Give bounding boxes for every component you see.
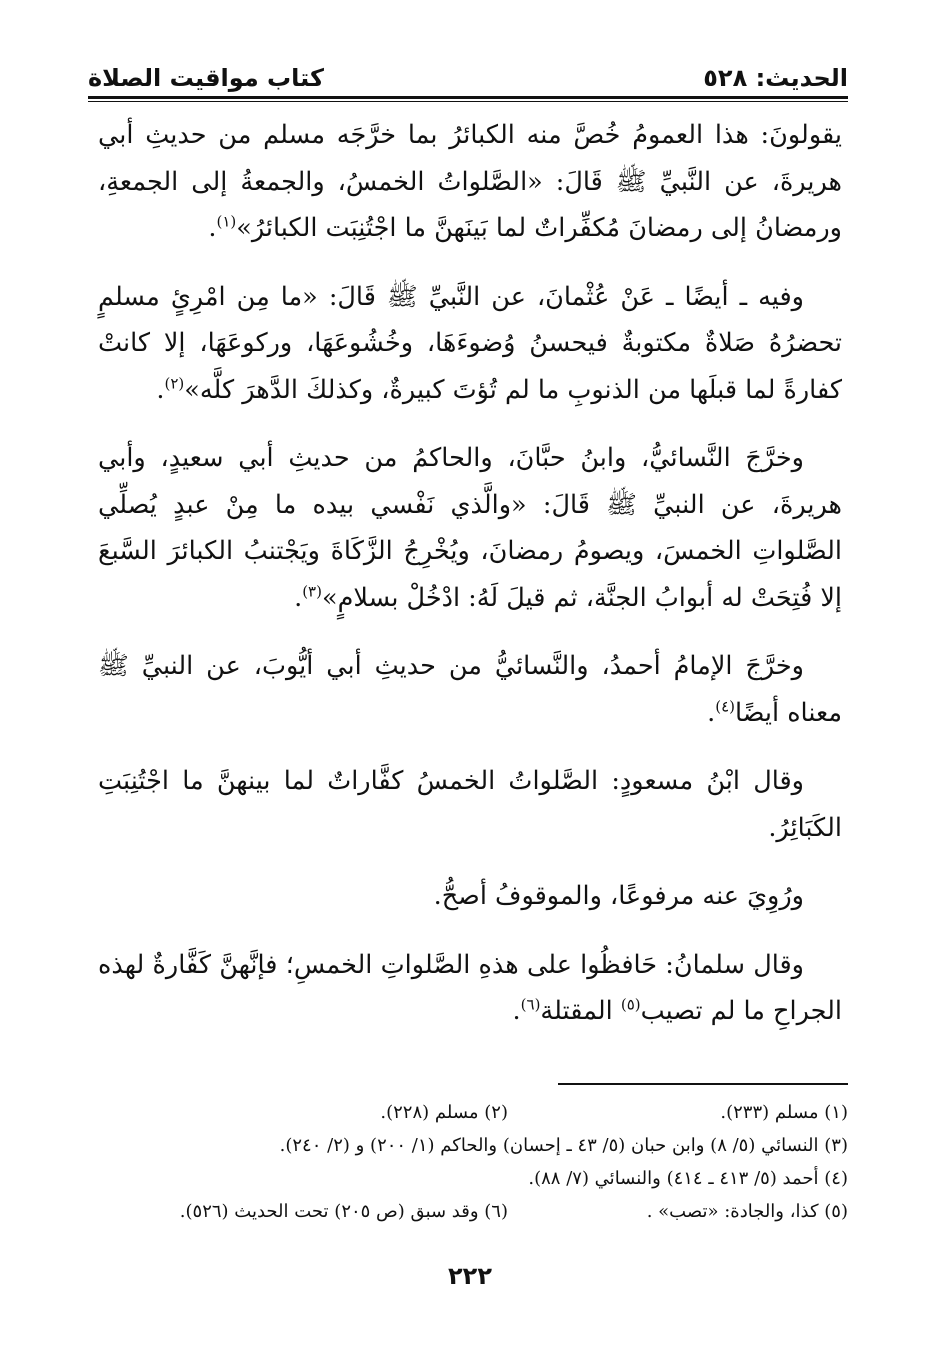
hadith-number: الحديث: ٥٢٨	[703, 64, 848, 92]
footnote-ref[interactable]: (٣)	[302, 582, 322, 600]
paragraph-3: وخرَّجَ النَّسائيُّ، وابنُ حبَّانَ، والحاكمُ من حديثِ أبي سعيدٍ، وأبي هريرةَ، عن النبيِّ ﷺ قَالَ: «والَّذي نَفْسي بيده ما مِنْ عبدٍ يُصلِّي الصَّلواتِ الخمسَ، ويصومُ رمضانَ، ويُخْرِجُ الزَّكَاةَ ويَجْتنبُ الكبائرَ السَّبعَ إلا فُتِحَتْ له أبوابُ الجنَّة، ثم قيلَ لَهُ: ادْخُلْ بسلامٍ»$^{(٣)}$.	[98, 443, 842, 613]
footnote-separator	[558, 1083, 848, 1085]
paragraph-4: وخرَّجَ الإمامُ أحمدُ، والنَّسائيُّ من حديثِ أبي أيُّوبَ، عن النبيِّ ﷺ معناه أيضًا$^{(٤)}$.	[98, 651, 842, 728]
footnote-ref[interactable]: (٦)	[520, 995, 541, 1014]
footnote-ref[interactable]: (١)	[216, 212, 237, 231]
footnote-row	[98, 1129, 848, 1162]
page-number: ٢٢٢	[448, 1262, 492, 1290]
footnote-ref[interactable]: (٤)	[715, 697, 736, 715]
paragraph-1: يقولونَ: هذا العمومُ خُصَّ منه الكبائرُ بما خرَّجَه مسلم من حديثِ أبي هريرةَ، عن النَّبيِّ ﷺ قَالَ: «الصَّلواتُ الخمسُ، والجمعةُ إلى الجمعةِ، ورمضانُ إلى رمضانَ مُكفِّراتٌ لما بَينَهنَّ ما اجْتُنِبَت الكبائرُ»$^{(١)}$.	[98, 120, 842, 243]
footnote-6: (٦) وقد سبق (ص ٢٠٥) تحت الحديث (٥٢٦).	[179, 1201, 508, 1222]
footnote-ref[interactable]: (٥)	[620, 995, 641, 1014]
footnote-row	[98, 1195, 848, 1228]
footnote-2: (٢) مسلم (٢٢٨).	[380, 1102, 508, 1123]
footnote-1: (١) مسلم (٢٣٣).	[720, 1102, 848, 1123]
paragraph-6: ورُوِيَ عنه مرفوعًا، والموقوفُ أصحُّ.	[433, 881, 804, 911]
paragraph-7: وقال سلمانُ: حَافظُوا على هذهِ الصَّلواتِ الخمسِ؛ فإنَّهنَّ كَفَّارةٌ لهذه الجراحِ ما لم تصيب$^{(٥)}$ المقتلة$^{(٦)}$.	[98, 949, 842, 1026]
paragraph-5: وقال ابْنُ مسعودٍ: الصَّلواتُ الخمسُ كفَّاراتٌ لما بينهنَّ ما اجْتُنِبَتِ الكَبَائِرُ.	[98, 766, 842, 843]
running-head	[88, 52, 848, 92]
header-rule-thin	[88, 101, 848, 102]
footnotes	[98, 1096, 848, 1228]
footnote-ref[interactable]: (٢)	[164, 374, 185, 392]
chapter-title: كتاب مواقيت الصلاة	[88, 64, 324, 92]
footnote-row	[98, 1096, 848, 1129]
footnote-5: (٥) كذا، والجادة: «تصب» .	[646, 1201, 848, 1222]
footnote-4: (٤) أحمد (٥/ ٤١٣ ـ ٤١٤) والنسائي (٧/ ٨٨).	[528, 1168, 848, 1189]
main-text	[98, 112, 842, 1057]
footnote-3: (٣) النسائي (٥/ ٨) وابن حبان (٥/ ٤٣ ـ إحسان) والحاكم (١/ ٢٠٠) و (٢/ ٢٤٠).	[279, 1135, 848, 1156]
paragraph-2: وفيه ـ أيضًا ـ عَنْ عُثْمانَ، عن النَّبيِّ ﷺ قَالَ: «ما مِن امْرِئٍ مسلمٍ تحضرُهُ صَلاةٌ مكتوبةٌ فيحسنُ وُضوءَهَا، وخُشُوعَهَا، وركوعَهَا، إلا كانتْ كفارةً لما قبلَها من الذنوبِ ما لم تُؤتَ كبيرةٌ، وكذلكَ الدَّهرَ كلَّه»$^{(٢)}$.	[98, 281, 842, 405]
header-rule	[88, 96, 848, 99]
footnote-row	[98, 1162, 848, 1195]
